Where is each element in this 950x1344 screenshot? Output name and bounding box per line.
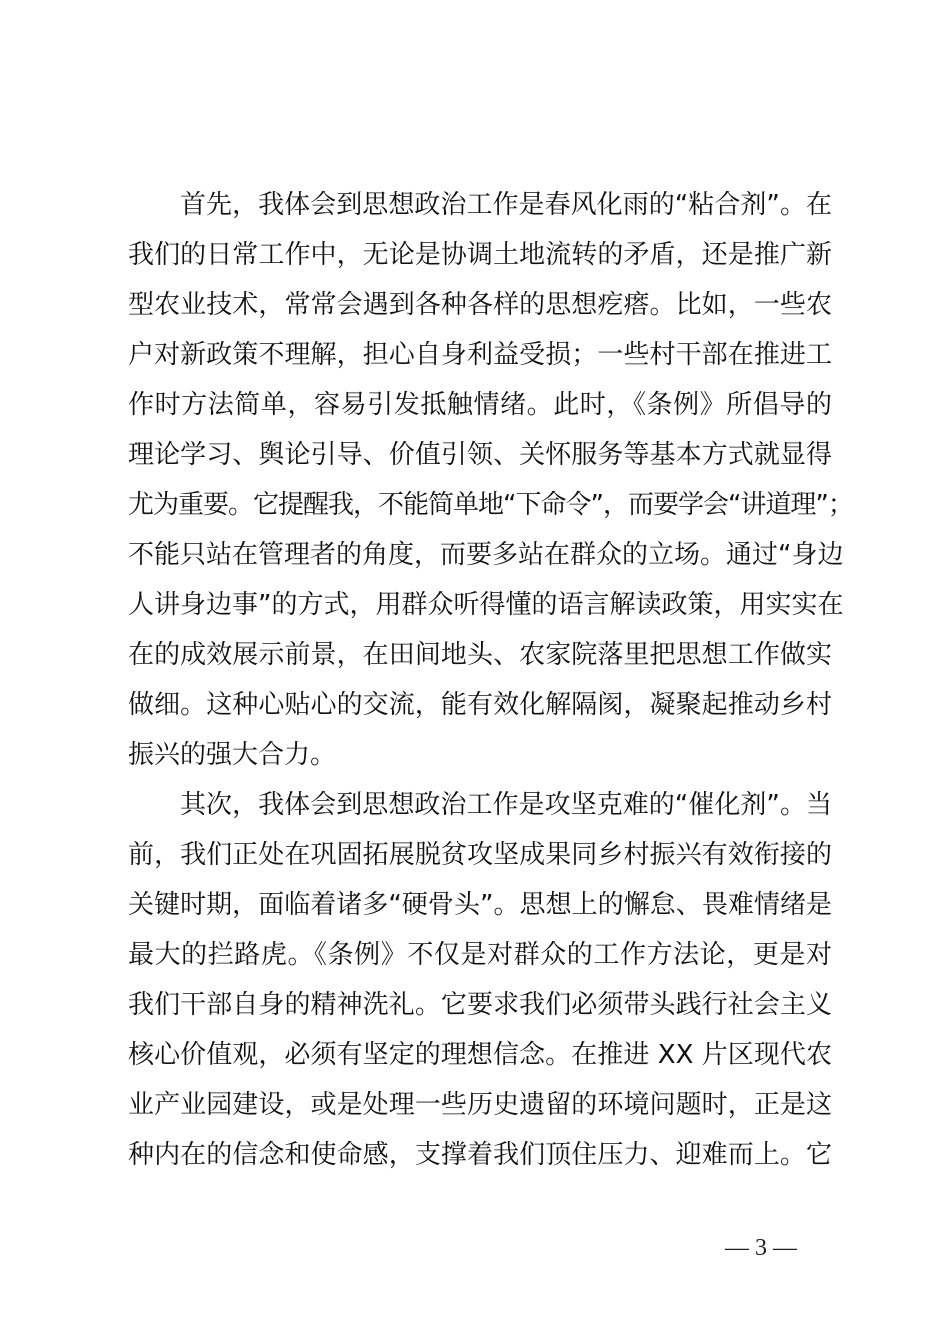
text-line: 首先，我体会到思想政治工作是春风化雨的“粘合剂”。在: [180, 190, 832, 220]
text-line: 我们干部自身的精神洗礼。它要求我们必须带头践行社会主义: [128, 990, 832, 1020]
text-line: 种内在的信念和使命感，支撑着我们顶住压力、迎难而上。它: [128, 1140, 832, 1170]
document-body: [128, 186, 853, 1186]
text-line: 做细。这种心贴心的交流，能有效化解隔阂，凝聚起推动乡村: [128, 690, 832, 720]
text-line: 理论学习、舆论引导、价值引领、关怀服务等基本方式就显得: [128, 440, 832, 470]
paragraph-2: [128, 786, 832, 1186]
text-line: 作时方法简单，容易引发抵触情绪。此时，《条例》所倡导的: [128, 390, 832, 420]
text-line: 业产业园建设，或是处理一些历史遗留的环境问题时，正是这: [128, 1090, 832, 1120]
text-line: 核心价值观，必须有坚定的理想信念。在推进 XX 片区现代农: [128, 1040, 832, 1070]
text-line: 最大的拦路虎。《条例》不仅是对群众的工作方法论，更是对: [128, 940, 832, 970]
text-line: 户对新政策不理解，担心自身利益受损；一些村干部在推进工: [128, 340, 832, 370]
text-line: 人讲身边事”的方式，用群众听得懂的语言解读政策，用实实在: [128, 590, 844, 620]
text-line: 振兴的强大合力。: [128, 740, 337, 770]
text-line: 前，我们正处在巩固拓展脱贫攻坚成果同乡村振兴有效衔接的: [128, 840, 832, 870]
text-line: 尤为重要。它提醒我，不能简单地“下命令”，而要学会“讲道理”；: [128, 490, 853, 520]
text-line: 其次，我体会到思想政治工作是攻坚克难的“催化剂”。当: [180, 790, 832, 820]
paragraph-1: [128, 186, 853, 786]
text-line: 在的成效展示前景，在田间地头、农家院落里把思想工作做实: [128, 640, 832, 670]
text-line: 不能只站在管理者的角度，而要多站在群众的立场。通过“身边: [128, 540, 844, 570]
text-line: 型农业技术，常常会遇到各种各样的思想疙瘩。比如，一些农: [128, 290, 832, 320]
page-number: — 3 —: [725, 1235, 797, 1261]
text-line: 关键时期，面临着诸多“硬骨头”。思想上的懈怠、畏难情绪是: [128, 890, 832, 920]
text-line: 我们的日常工作中，无论是协调土地流转的矛盾，还是推广新: [128, 240, 832, 270]
